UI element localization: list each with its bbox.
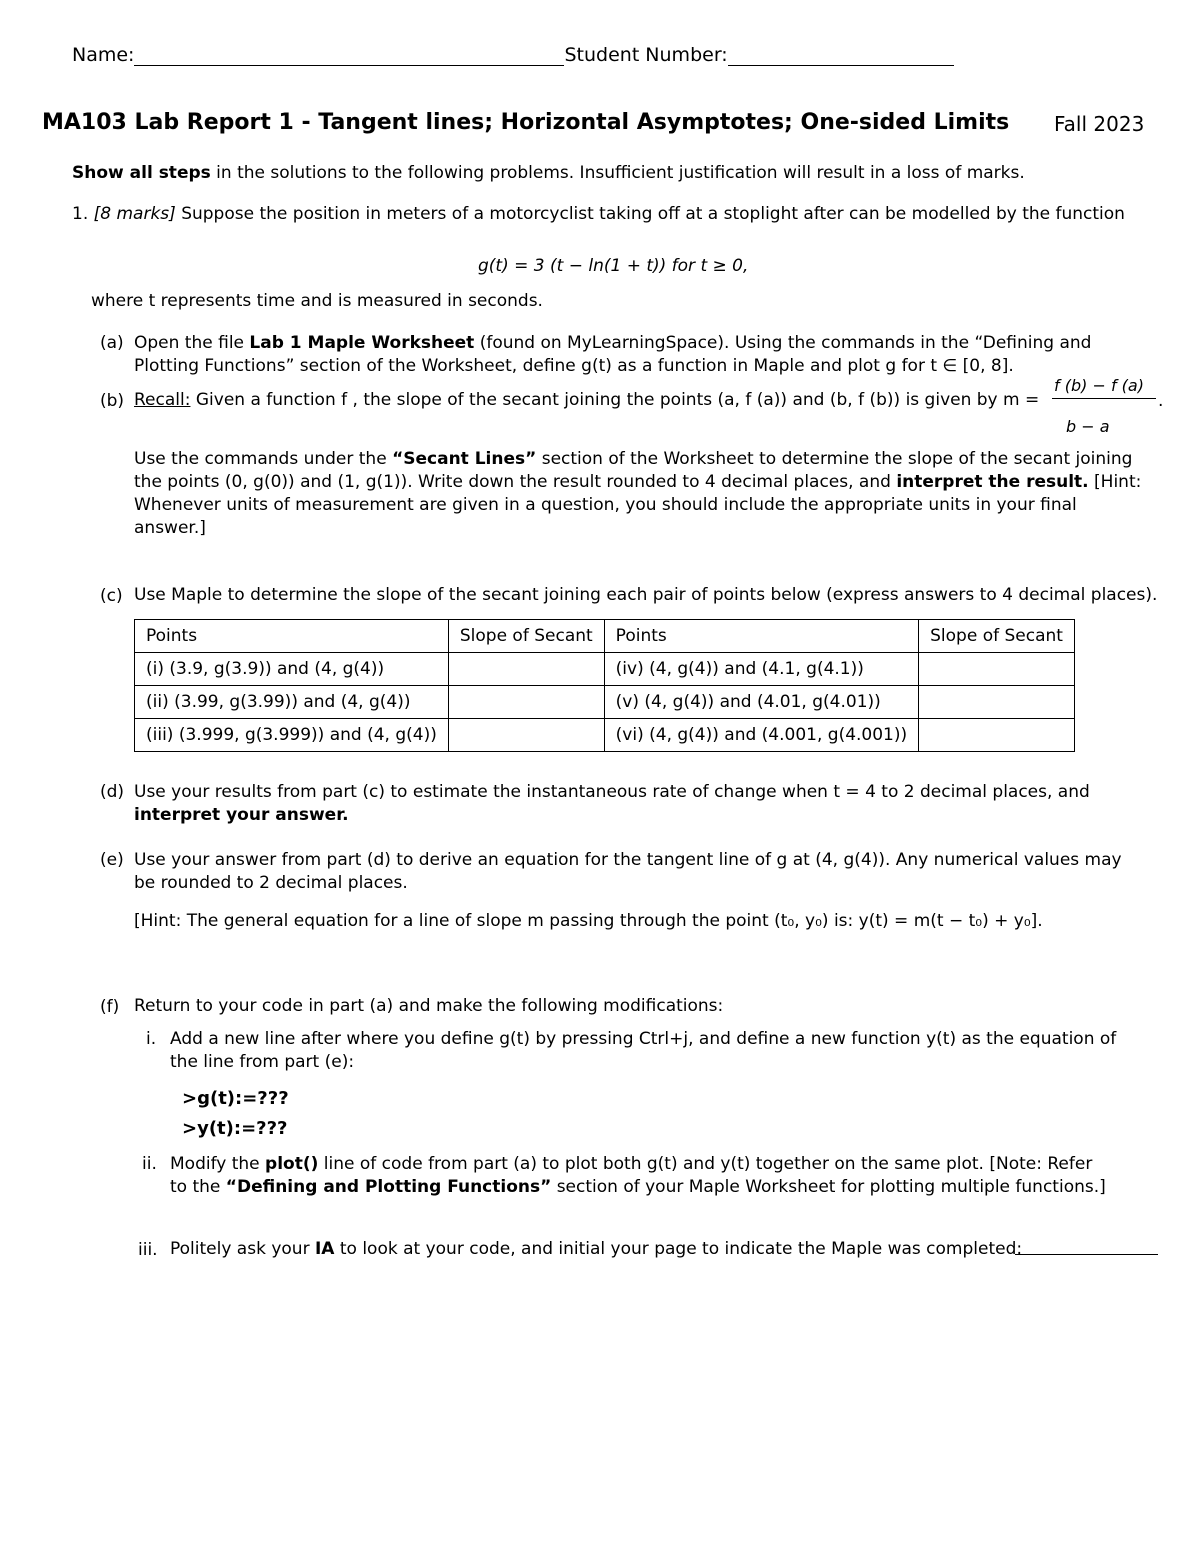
- part-f-ii-l1-post: line of code from part (a) to plot both g(t) and y(t) together on the same plot. [Note: Refer: [318, 1154, 1093, 1174]
- code-line-g: >g(t):=???: [182, 1088, 289, 1109]
- part-a-line1-post: (found on MyLearningSpace). Using the commands in the “Defining and: [474, 333, 1092, 353]
- student-number-blank: [728, 45, 954, 66]
- part-b-interpret: interpret the result.: [896, 472, 1089, 492]
- part-e-label: (e): [100, 850, 124, 870]
- part-d-interpret: interpret your answer.: [134, 805, 349, 825]
- part-f-i-line2: the line from part (e):: [170, 1052, 355, 1072]
- part-f-label: (f): [100, 997, 120, 1017]
- table-cell-slope-input[interactable]: [448, 686, 604, 719]
- part-f-ii-label: ii.: [142, 1154, 157, 1174]
- table-cell-points: (i) (3.9, g(3.9)) and (4, g(4)): [135, 653, 449, 686]
- function-equation: g(t) = 3 (t − ln(1 + t)) for t ≥ 0,: [478, 256, 749, 276]
- instructions: [72, 163, 1025, 183]
- table-header-cell: Slope of Secant: [448, 620, 604, 653]
- part-b-p2-l3: Whenever units of measurement are given in a question, you should include the appropriate units in your final answer.]: [134, 495, 1077, 538]
- part-f-ii-l2-pre: to the: [170, 1177, 226, 1197]
- part-f-iii-ia: IA: [314, 1239, 335, 1259]
- table-cell-slope-input[interactable]: [919, 686, 1075, 719]
- part-f-i-line1: Add a new line after where you define g(t) by pressing Ctrl+j, and define a new function y(t) as the equation of: [170, 1029, 1117, 1049]
- part-e-line1: Use your answer from part (d) to derive an equation for the tangent line of g at (4, g(4)). Any numerical values may: [134, 850, 1122, 870]
- part-e-line2: be rounded to 2 decimal places.: [134, 873, 408, 893]
- part-b-p2-l1-pre: Use the commands under the: [134, 449, 393, 469]
- part-f-iii-text: [170, 1239, 1022, 1259]
- part-c-label: (c): [100, 586, 123, 606]
- table-row: [135, 686, 1075, 719]
- fraction-period: .: [1158, 391, 1164, 411]
- part-a-label: (a): [100, 333, 124, 353]
- fraction-numerator: f (b) − f (a): [1054, 376, 1144, 395]
- question-intro-text: Suppose the position in meters of a motorcyclist taking off at a stoplight after can be modelled by the function: [175, 204, 1125, 224]
- table-cell-points: (vi) (4, g(4)) and (4.001, g(4.001)): [604, 719, 918, 752]
- part-e-text: [134, 849, 1144, 895]
- table-header-cell: Points: [135, 620, 449, 653]
- initials-blank[interactable]: [1015, 1254, 1158, 1255]
- part-f-iii-post: to look at your code, and initial your page to indicate the Maple was completed:: [334, 1239, 1023, 1259]
- part-b-recall: Recall:: [134, 390, 191, 410]
- table-cell-points: (ii) (3.99, g(3.99)) and (4, g(4)): [135, 686, 449, 719]
- table-header-cell: Slope of Secant: [919, 620, 1075, 653]
- page-title: MA103 Lab Report 1 - Tangent lines; Horizontal Asymptotes; One-sided Limits: [42, 110, 1010, 135]
- fraction-denominator: b − a: [1066, 417, 1110, 436]
- table-cell-slope-input[interactable]: [448, 719, 604, 752]
- student-number-label: Student Number:: [564, 44, 728, 66]
- table-cell-points: (iv) (4, g(4)) and (4.1, g(4.1)): [604, 653, 918, 686]
- part-f-iii-label: iii.: [138, 1240, 158, 1260]
- code-line-y: >y(t):=???: [182, 1118, 288, 1139]
- part-b-secant-lines: “Secant Lines”: [392, 449, 537, 469]
- part-f-ii-text: [170, 1153, 1155, 1199]
- name-line: [72, 44, 954, 66]
- name-blank: [134, 45, 564, 66]
- part-b-recall-text: Given a function f , the slope of the secant joining the points (a, f (a)) and (b, f (b)) is given by m =: [190, 390, 1040, 410]
- term-label: Fall 2023: [1054, 112, 1145, 136]
- table-row: [135, 653, 1075, 686]
- part-e-hint: [Hint: The general equation for a line of slope m passing through the point (t₀, y₀) is: y(t) = m(t − t₀) + y₀].: [134, 911, 1043, 931]
- name-label: Name:: [72, 44, 135, 66]
- question-marks: [8 marks]: [93, 204, 176, 224]
- part-f-ii-l2-post: section of your Maple Worksheet for plotting multiple functions.]: [551, 1177, 1106, 1197]
- part-b-p2-l2-post: [Hint:: [1088, 472, 1142, 492]
- part-a-line1-pre: Open the file: [134, 333, 250, 353]
- part-b-p2-l2-pre: the points (0, g(0)) and (1, g(1)). Write down the result rounded to 4 decimal places, and: [134, 472, 897, 492]
- table-header-row: [135, 620, 1075, 653]
- question-1-intro: [72, 204, 1125, 224]
- instructions-bold: Show all steps: [72, 163, 211, 183]
- part-f-text: Return to your code in part (a) and make the following modifications:: [134, 996, 724, 1016]
- part-f-ii-plot: plot(): [265, 1154, 319, 1174]
- part-b-line1: [134, 390, 1039, 410]
- table-cell-slope-input[interactable]: [919, 719, 1075, 752]
- part-d-line1: Use your results from part (c) to estimate the instantaneous rate of change when t = 4 to 2 decimal places, and: [134, 782, 1090, 802]
- table-cell-points: (v) (4, g(4)) and (4.01, g(4.01)): [604, 686, 918, 719]
- part-f-iii-pre: Politely ask your: [170, 1239, 315, 1259]
- part-f-ii-section: “Defining and Plotting Functions”: [225, 1177, 552, 1197]
- table-cell-slope-input[interactable]: [919, 653, 1075, 686]
- part-d-label: (d): [100, 782, 125, 802]
- part-c-text: Use Maple to determine the slope of the secant joining each pair of points below (express answers to 4 decimal places).: [134, 585, 1158, 605]
- secant-table: [134, 619, 1075, 752]
- instructions-rest: in the solutions to the following problems. Insufficient justification will result in a loss of marks.: [210, 163, 1025, 183]
- table-cell-slope-input[interactable]: [448, 653, 604, 686]
- part-b-paragraph: [134, 448, 1144, 540]
- fraction-bar: [1052, 398, 1156, 399]
- table-row: [135, 719, 1075, 752]
- part-b-label: (b): [100, 391, 125, 411]
- part-f-i-text: [170, 1028, 1145, 1074]
- table-header-cell: Points: [604, 620, 918, 653]
- part-b-p2-l1-post: section of the Worksheet to determine the slope of the secant joining: [536, 449, 1133, 469]
- where-text: where t represents time and is measured in seconds.: [91, 291, 543, 311]
- table-cell-points: (iii) (3.999, g(3.999)) and (4, g(4)): [135, 719, 449, 752]
- part-d-text: [134, 781, 1144, 827]
- part-a-text: [134, 332, 1144, 378]
- part-a-worksheet-name: Lab 1 Maple Worksheet: [249, 333, 475, 353]
- part-f-i-label: i.: [146, 1029, 157, 1049]
- part-a-line2: Plotting Functions” section of the Worksheet, define g(t) as a function in Maple and plot g for t ∈ [0, 8].: [134, 356, 1014, 376]
- part-f-ii-l1-pre: Modify the: [170, 1154, 266, 1174]
- question-number: 1.: [72, 204, 89, 224]
